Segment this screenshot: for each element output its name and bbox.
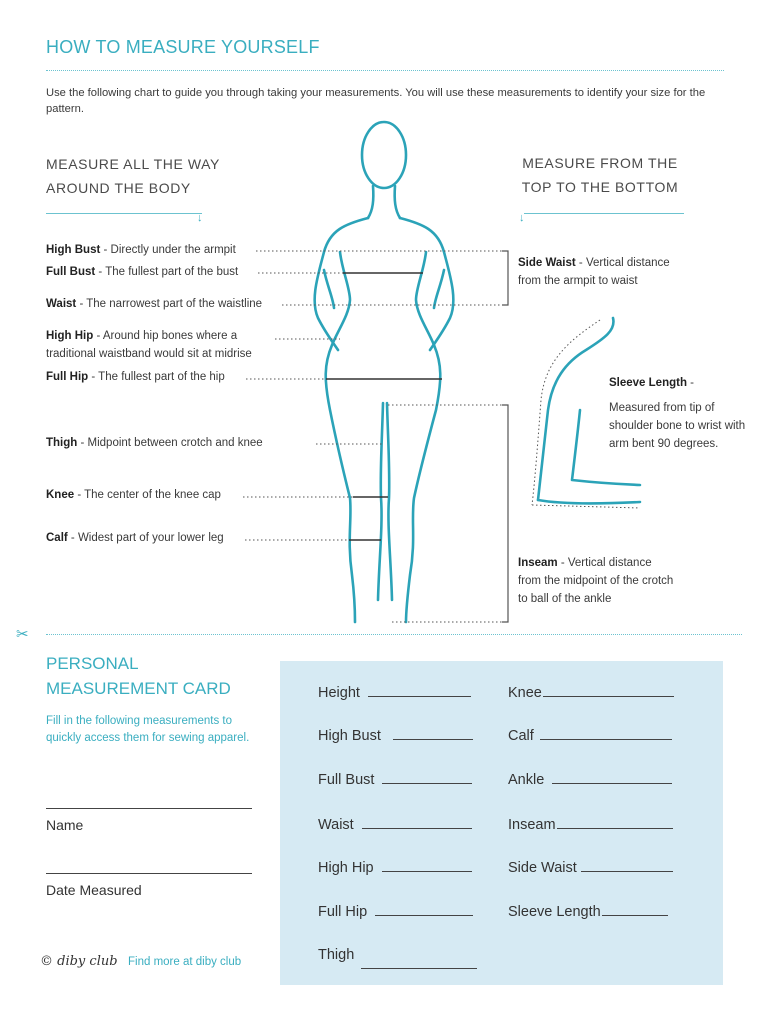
field-inseam-line[interactable] (557, 816, 673, 829)
label-high-hip-name: High Hip (46, 330, 94, 342)
label-side-waist-name: Side Waist (518, 257, 576, 269)
field-full-bust-label: Full Bust (318, 772, 375, 788)
label-sleeve-length-suffix: - (686, 377, 694, 389)
label-full-bust-desc: - The fullest part of the bust (95, 266, 239, 278)
name-input-line[interactable] (46, 808, 252, 809)
sleeve-arm-inner (572, 410, 640, 485)
field-ankle-label: Ankle (508, 772, 545, 788)
field-side-waist-line[interactable] (581, 859, 673, 872)
page-title: HOW TO MEASURE YOURSELF (46, 37, 320, 57)
label-sleeve-length-name: Sleeve Length (609, 377, 687, 389)
field-full-hip-line[interactable] (375, 903, 473, 916)
field-high-bust-line[interactable] (393, 727, 473, 740)
label-thigh-name: Thigh (46, 437, 78, 449)
label-waist-desc: - The narrowest part of the waistline (76, 298, 263, 310)
field-waist-label: Waist (318, 817, 354, 833)
field-inseam (508, 816, 673, 833)
label-full-hip-desc: - The fullest part of the hip (88, 371, 225, 383)
figure-neck-left (368, 186, 373, 218)
field-knee-label: Knee (508, 685, 542, 701)
inseam-bracket (502, 405, 508, 622)
name-label: Name (46, 817, 84, 833)
label-waist-name: Waist (46, 298, 77, 310)
figure-head (362, 122, 406, 188)
field-side-waist-label: Side Waist (508, 860, 577, 876)
label-calf-desc: - Widest part of your lower leg (67, 532, 224, 544)
field-full-bust (318, 771, 472, 788)
label-full-bust-name: Full Bust (46, 266, 96, 278)
label-high-bust-desc: - Directly under the armpit (100, 244, 236, 256)
card-title (46, 651, 231, 701)
field-knee (508, 684, 674, 701)
field-waist-line[interactable] (362, 816, 472, 829)
card-title-line1: PERSONAL (46, 654, 139, 673)
figure-left-body (326, 252, 355, 622)
right-heading-line2: TOP TO THE BOTTOM (521, 179, 679, 195)
field-high-hip-label: High Hip (318, 860, 374, 876)
figure-neck-right (395, 186, 400, 218)
field-height-label: Height (318, 685, 360, 701)
field-high-hip (318, 859, 472, 876)
field-high-hip-line[interactable] (382, 859, 472, 872)
field-sleeve-length (508, 903, 668, 920)
left-arrow-icon: ↓ (197, 212, 203, 224)
field-full-bust-line[interactable] (382, 771, 472, 784)
field-calf-label: Calf (508, 728, 534, 744)
left-heading-line2: AROUND THE BODY (46, 180, 191, 196)
figure-inner-left-leg (378, 403, 383, 600)
field-full-hip-label: Full Hip (318, 904, 368, 920)
sleeve-arm-outer (538, 318, 613, 500)
field-calf-line[interactable] (540, 727, 672, 740)
label-calf-name: Calf (46, 532, 68, 544)
field-full-hip (318, 903, 473, 920)
label-inseam-name: Inseam (518, 557, 558, 569)
leader-sleeve-bottom (532, 505, 640, 508)
card-description: Fill in the following measurements to quickly access them for sewing apparel. (46, 715, 250, 744)
sleeve-arm-bottom (538, 500, 640, 503)
scissors-icon: ✂ (16, 626, 29, 643)
left-heading-line1: MEASURE ALL THE WAY (46, 156, 220, 172)
figure-inner-right-leg (387, 403, 392, 600)
date-measured-label: Date Measured (46, 882, 142, 898)
card-title-line2: MEASUREMENT CARD (46, 679, 231, 698)
label-inseam-desc: - Vertical distance from the midpoint of the crotch to ball of the ankle (518, 557, 674, 605)
field-calf (508, 727, 672, 744)
field-ankle-line[interactable] (552, 771, 672, 784)
figure-left-arm (315, 218, 368, 350)
field-high-bust (318, 727, 473, 744)
footer-link[interactable]: Find more at diby club (128, 956, 242, 968)
field-waist (318, 816, 472, 833)
figure-right-arm-inner (434, 270, 444, 308)
field-thigh-line[interactable] (361, 968, 477, 969)
label-thigh-desc: - Midpoint between crotch and knee (77, 437, 263, 449)
field-sleeve-length-line[interactable] (602, 903, 668, 916)
right-arrow-icon: ↓ (519, 212, 525, 224)
field-height-line[interactable] (368, 684, 471, 697)
label-high-bust-name: High Bust (46, 244, 101, 256)
field-knee-line[interactable] (543, 684, 674, 697)
label-side-waist-desc: - Vertical distance from the armpit to waist (518, 257, 670, 287)
label-high-hip-desc: - Around hip bones where a traditional waistband would sit at midrise (46, 330, 252, 360)
diby-club-logo: © diby club (40, 954, 118, 969)
label-sleeve-length-desc: Measured from tip of shoulder bone to wrist with arm bent 90 degrees. (609, 402, 746, 450)
field-thigh (318, 947, 354, 963)
cut-line (46, 634, 742, 635)
field-height (318, 684, 471, 701)
field-side-waist (508, 859, 673, 876)
label-full-hip-name: Full Hip (46, 371, 89, 383)
figure-left-arm-inner (324, 270, 334, 308)
intro-text: Use the following chart to guide you through taking your measurements. You will use these measurements to identify your size for the pattern. (46, 87, 706, 115)
field-sleeve-length-label: Sleeve Length (508, 904, 601, 920)
field-inseam-label: Inseam (508, 817, 556, 833)
field-thigh-label: Thigh (318, 947, 355, 963)
label-knee-name: Knee (46, 489, 75, 501)
date-input-line[interactable] (46, 873, 252, 874)
right-heading-line1: MEASURE FROM THE (522, 155, 678, 171)
field-ankle (508, 771, 672, 788)
label-knee-desc: - The center of the knee cap (74, 489, 221, 501)
side-waist-bracket (502, 251, 508, 305)
field-high-bust-label: High Bust (318, 728, 381, 744)
